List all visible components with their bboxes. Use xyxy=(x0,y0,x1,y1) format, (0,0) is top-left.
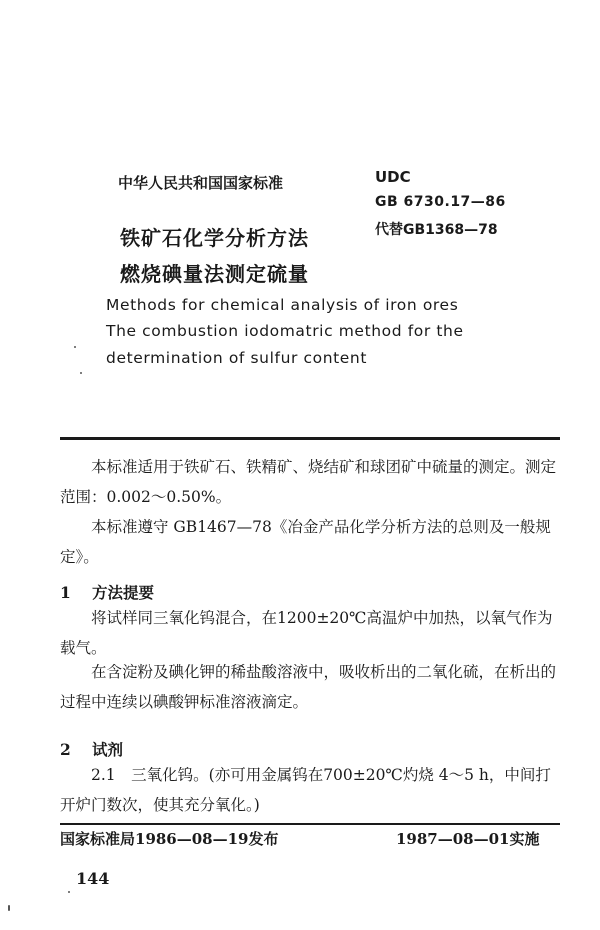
udc-label: UDC xyxy=(375,168,411,186)
issue-date: 国家标准局1986—08—19发布 xyxy=(60,830,279,848)
title-chinese-line1: 铁矿石化学分析方法 xyxy=(120,226,309,250)
scan-speck xyxy=(80,372,82,374)
section-title: 试剂 xyxy=(92,740,124,759)
footer-divider xyxy=(60,823,560,825)
header-divider xyxy=(60,437,560,440)
replaces-standard: 代替GB1368—78 xyxy=(375,222,498,238)
section-1-paragraph-2: 在含淀粉及碘化钾的稀盐酸溶液中，吸收析出的二氧化硫，在析出的过程中连续以碘酸钾标准溶液滴定。 xyxy=(60,663,557,711)
effective-date: 1987—08—01实施 xyxy=(396,830,540,848)
scan-speck xyxy=(68,891,70,893)
intro-compliance-paragraph: 本标准遵守 GB1467—78《冶金产品化学分析方法的总则及一般规定》。 xyxy=(60,518,551,566)
gb-number: GB 6730.17—86 xyxy=(375,194,506,210)
section-1-heading xyxy=(60,581,154,603)
scan-speck xyxy=(74,346,76,348)
title-english-line2: The combustion iodomatric method for the xyxy=(106,322,464,340)
intro-scope-paragraph: 本标准适用于铁矿石、铁精矿、烧结矿和球团矿中硫量的测定。测定范围：0.002～0.50%。 xyxy=(60,458,557,506)
section-number: 1 xyxy=(60,583,71,602)
section-1-paragraph-1: 将试样同三氧化钨混合，在1200±20℃高温炉中加热，以氧气作为载气。 xyxy=(60,609,553,657)
section-title: 方法提要 xyxy=(92,583,155,602)
title-chinese-line2: 燃烧碘量法测定硫量 xyxy=(120,262,309,286)
page-number: 144 xyxy=(76,869,110,888)
section-number: 2 xyxy=(60,740,71,759)
title-english-line1: Methods for chemical analysis of iron ores xyxy=(106,296,459,314)
title-english-line3: determination of sulfur content xyxy=(106,349,368,367)
section-2-paragraph-1: 2.1 三氧化钨。(亦可用金属钨在700±20℃灼烧 4～5 h，中间打开炉门数次，使其充分氧化。) xyxy=(60,766,551,814)
section-2-heading xyxy=(60,738,123,760)
standard-name: 中华人民共和国国家标准 xyxy=(118,174,284,192)
scan-speck xyxy=(8,905,10,911)
